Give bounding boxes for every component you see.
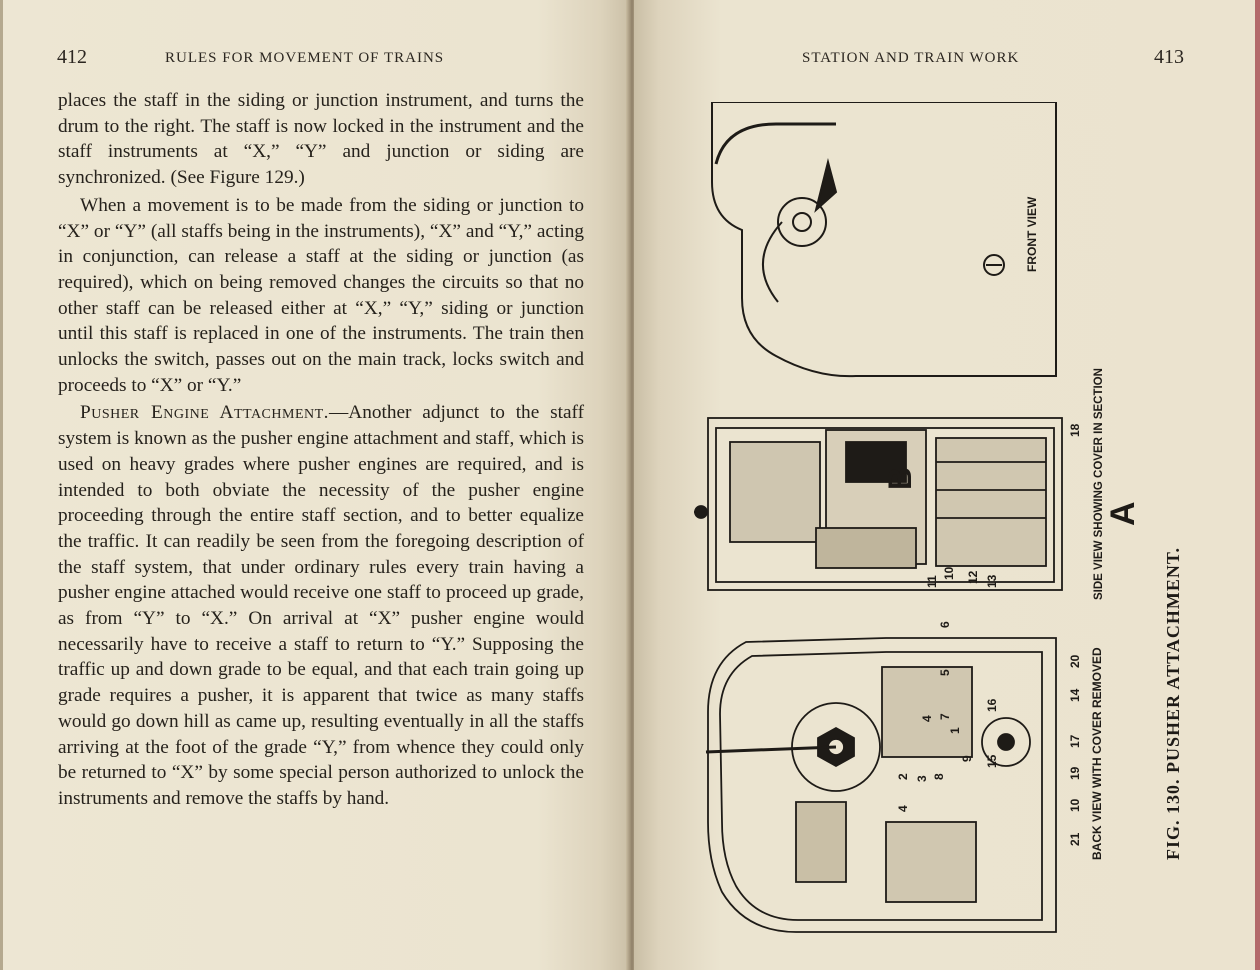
page-number-right: 413 (1154, 46, 1184, 68)
callout-17: 17 (1068, 734, 1082, 748)
section-letter-a: A (1104, 501, 1142, 526)
callout-7: 7 (938, 713, 952, 720)
front-view-drawing (712, 102, 1056, 376)
callout-14: 14 (1068, 688, 1082, 702)
callout-16: 16 (985, 698, 999, 712)
running-head-right: STATION AND TRAIN WORK (802, 50, 1020, 66)
section-heading: Pusher Engine Attachment. (80, 402, 329, 424)
running-head-left: RULES FOR MOVEMENT OF TRAINS (165, 50, 445, 66)
callout-5: 5 (938, 669, 952, 676)
paragraph-3 (58, 400, 584, 811)
figure-caption: FIG. 130. PUSHER ATTACHMENT. (1163, 546, 1183, 860)
part-letter-b: B (882, 466, 918, 490)
back-view-label: BACK VIEW WITH COVER REMOVED (1090, 647, 1104, 860)
paragraph-1: places the staff in the siding or junction instrument, and turns the drum to the right. The staff is now locked in the instrument and the staff instruments at “X,” “Y” and junction or siding are synchronized. (See Figure 129.) (58, 90, 584, 189)
callout-19: 19 (1068, 766, 1082, 780)
callout-9: 9 (960, 755, 974, 762)
callout-21: 21 (1068, 832, 1082, 846)
callout-13: 13 (985, 574, 999, 588)
callout-8: 8 (932, 773, 946, 780)
callout-18: 18 (1068, 423, 1082, 437)
front-view-label: FRONT VIEW (1025, 196, 1039, 272)
book-edge (1255, 0, 1260, 970)
back-view-drawing (706, 638, 1056, 932)
side-view-drawing (694, 418, 1062, 590)
callout-4b: 4 (896, 805, 910, 812)
callout-15: 15 (985, 754, 999, 768)
callout-12: 12 (966, 570, 980, 584)
callout-10b: 10 (1068, 798, 1082, 812)
pusher-attachment-figure (686, 102, 1106, 942)
callout-6: 6 (938, 621, 952, 628)
left-body-text (58, 88, 584, 812)
callout-3: 3 (915, 775, 929, 782)
paragraph-2: When a movement is to be made from the siding or junction to “X” or “Y” (all staffs being in the instruments), “X” and “Y,” acting in conjunction, can release a staff at the siding or junction (as required), which on being removed changes the circuits so that no other staff can be released either at “X,” “Y,” siding or junction until this staff is replaced in one of the instruments. The train then unlocks the switch, passes out on the main track, locks switch and proceeds to “X” or “Y.” (58, 194, 584, 396)
page-number-left: 412 (57, 46, 87, 68)
callout-20: 20 (1068, 654, 1082, 668)
section-text: —Another adjunct to the staff system is known as the pusher engine attachment and staff, which is used on heavy grades where pusher engines are required, and is intended to both obviate the necessity of the pusher engine proceeding through the entire staff section, and to better equalize the traffic. It can readily be seen from the foregoing description of the staff system, that under ordinary rules every train having a pusher engine attached would receive one staff to proceed up grade, as from “Y” to “X.” On arrival at “X” pusher engine would necessarily have to receive a staff to return to “Y.” Supposing the traffic up and down grade to be equal, and that each train going up grade requires a pusher, it is apparent that twice as many staffs would go down hill as came up, resulting eventually in all the staffs arriving at the foot of the grade “Y,” from whence they could only be returned to “X” by some special person authorized to unlock the instruments and remove the staffs by hand. (58, 402, 585, 809)
page-edge (0, 0, 3, 970)
side-view-label: SIDE VIEW SHOWING COVER IN SECTION (1093, 368, 1105, 600)
callout-4a: 4 (920, 715, 934, 722)
callout-11: 11 (925, 575, 939, 588)
callout-2: 2 (896, 773, 910, 780)
callout-10: 10 (942, 566, 956, 580)
callout-1: 1 (948, 727, 962, 734)
